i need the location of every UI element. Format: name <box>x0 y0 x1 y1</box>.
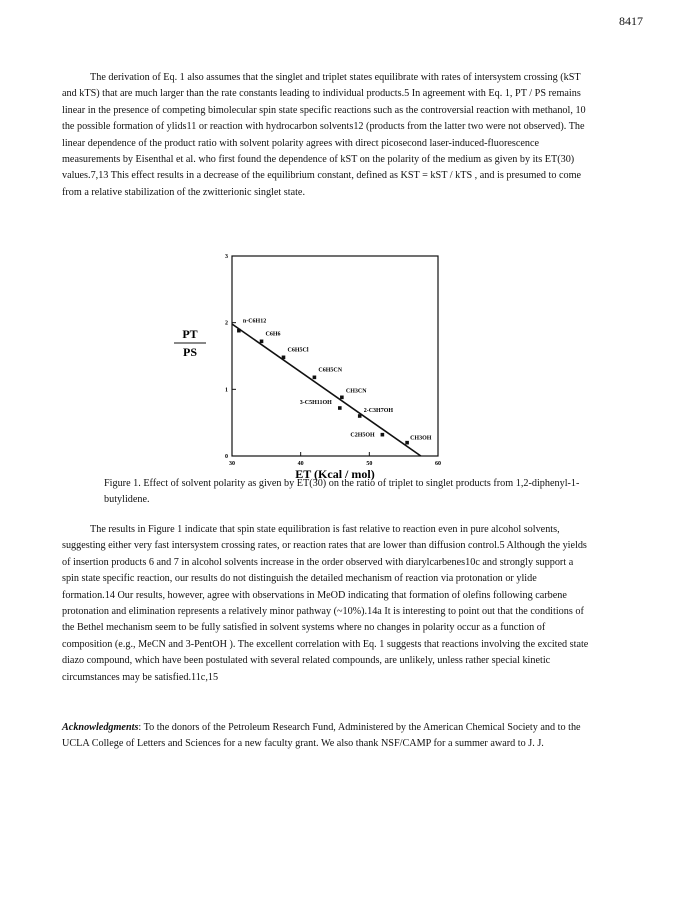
figure-caption: Figure 1. Effect of solvent polarity as given by ET(30) on the ratio of triplet to singlet products from 1,2-diphenyl-1-butylidene. <box>104 478 580 506</box>
y-tick-label: 1 <box>225 387 228 394</box>
data-point-label: C6H6 <box>265 331 281 338</box>
plot-frame <box>232 256 438 456</box>
data-point <box>338 406 342 410</box>
data-point <box>237 329 241 333</box>
y-axis-label-denominator: PS <box>182 345 198 359</box>
figure-1-chart <box>160 250 490 481</box>
paragraph-2 <box>62 522 592 686</box>
data-point-label: 2-C3H7OH <box>363 408 394 414</box>
y-tick-label: 3 <box>225 254 228 260</box>
x-tick-label: 40 <box>297 461 304 467</box>
data-point-label: CH3CN <box>345 388 367 395</box>
acknowledgments-text: : To the donors of the Petroleum Research Fund, Administered by the American Chemical Society and to the UCLA College of Letters and Sciences for a new faculty grant. We also thank NSF/CAMP for a summer award to J. J. <box>62 722 581 750</box>
x-axis-label: ET (Kcal / mol) <box>295 467 375 481</box>
data-point <box>381 433 385 437</box>
data-point-label: C2H5OH <box>350 432 375 439</box>
data-point <box>313 376 317 380</box>
x-tick-label: 50 <box>366 461 373 467</box>
y-tick-label: 2 <box>225 320 228 327</box>
x-tick-label: 60 <box>435 461 441 467</box>
data-point-label: 3-C5H11OH <box>299 400 332 406</box>
data-point-label: C6H5Cl <box>287 347 309 354</box>
page-number: 8417 <box>619 14 643 28</box>
data-point-label: C6H5CN <box>318 367 343 374</box>
paragraph-1-text: The derivation of Eq. 1 also assumes that the singlet and triplet states equilibrate with rates of intersystem crossing (kST and kTS) that are much larger than the rate constants leading to individual products.5 In agreement with Eq. 1, PT / PS remains linear in the presence of competing bimolecular spin state specific reactions such as the controversial reaction with methanol, 10 the possible formation of ylids11 or reaction with hydrocarbon solvents12 (products from the latter two were not observed). The linear dependence of the product ratio with solvent polarity agrees with direct picosecond laser-induced-fluorescence measurements by Eisenthal et al. who first found the dependence of kST on the polarity of the medium as given by its ET(30) values.7,13 This effect results in a decrease of the equilibrium constant, defined as KST = kST / kTS , and is presumed to come from a relative stabilization of the zwitterionic singlet state. <box>62 72 586 198</box>
acknowledgments <box>62 720 592 753</box>
data-point <box>405 441 409 445</box>
data-point <box>260 340 264 344</box>
y-tick-label: 0 <box>225 454 228 460</box>
paragraph-2-text: The results in Figure 1 indicate that spin state equilibration is fast relative to reaction even in pure alcohol solvents, suggesting either very fast intersystem crossing rates, or reaction rates that are lower than diffusion control.5 Although the yields of insertion products 6 and 7 in alcohol solvents increase in the order observed with diarylcarbenes10c and strongly support a spin state specific reaction, our results do not distinguish the detailed mechanism of reaction via protonation or ylide formation.14 Our results, however, agree with observations in MeOD indicating that formation of olefins following carbene protonation and elimination represents a relatively minor pathway (~10%).14a It is interesting to point out that the conditions of the Bethel mechanism seem to be fully satisfied in solvent systems where no changes in polarity occur as a function of composition (e.g., MeCN and 3-PentOH ). The excellent correlation with Eq. 1 suggests that reactions involving the excited state diazo compound, which have been postulated with several related compounds, are unlikely, unless rather special kinetic circumstances may be satisfied.11c,15 <box>62 524 589 683</box>
fit-line <box>232 324 421 456</box>
data-point <box>358 414 362 418</box>
data-point-label: n-C6H12 <box>242 318 267 325</box>
data-point-label: CH3OH <box>410 435 432 442</box>
data-point <box>282 356 286 360</box>
y-axis-label-numerator: PT <box>182 327 198 341</box>
acknowledgments-label: Acknowledgments <box>62 722 139 733</box>
data-point <box>340 396 344 400</box>
paragraph-1 <box>62 70 592 201</box>
x-tick-label: 30 <box>229 461 235 467</box>
